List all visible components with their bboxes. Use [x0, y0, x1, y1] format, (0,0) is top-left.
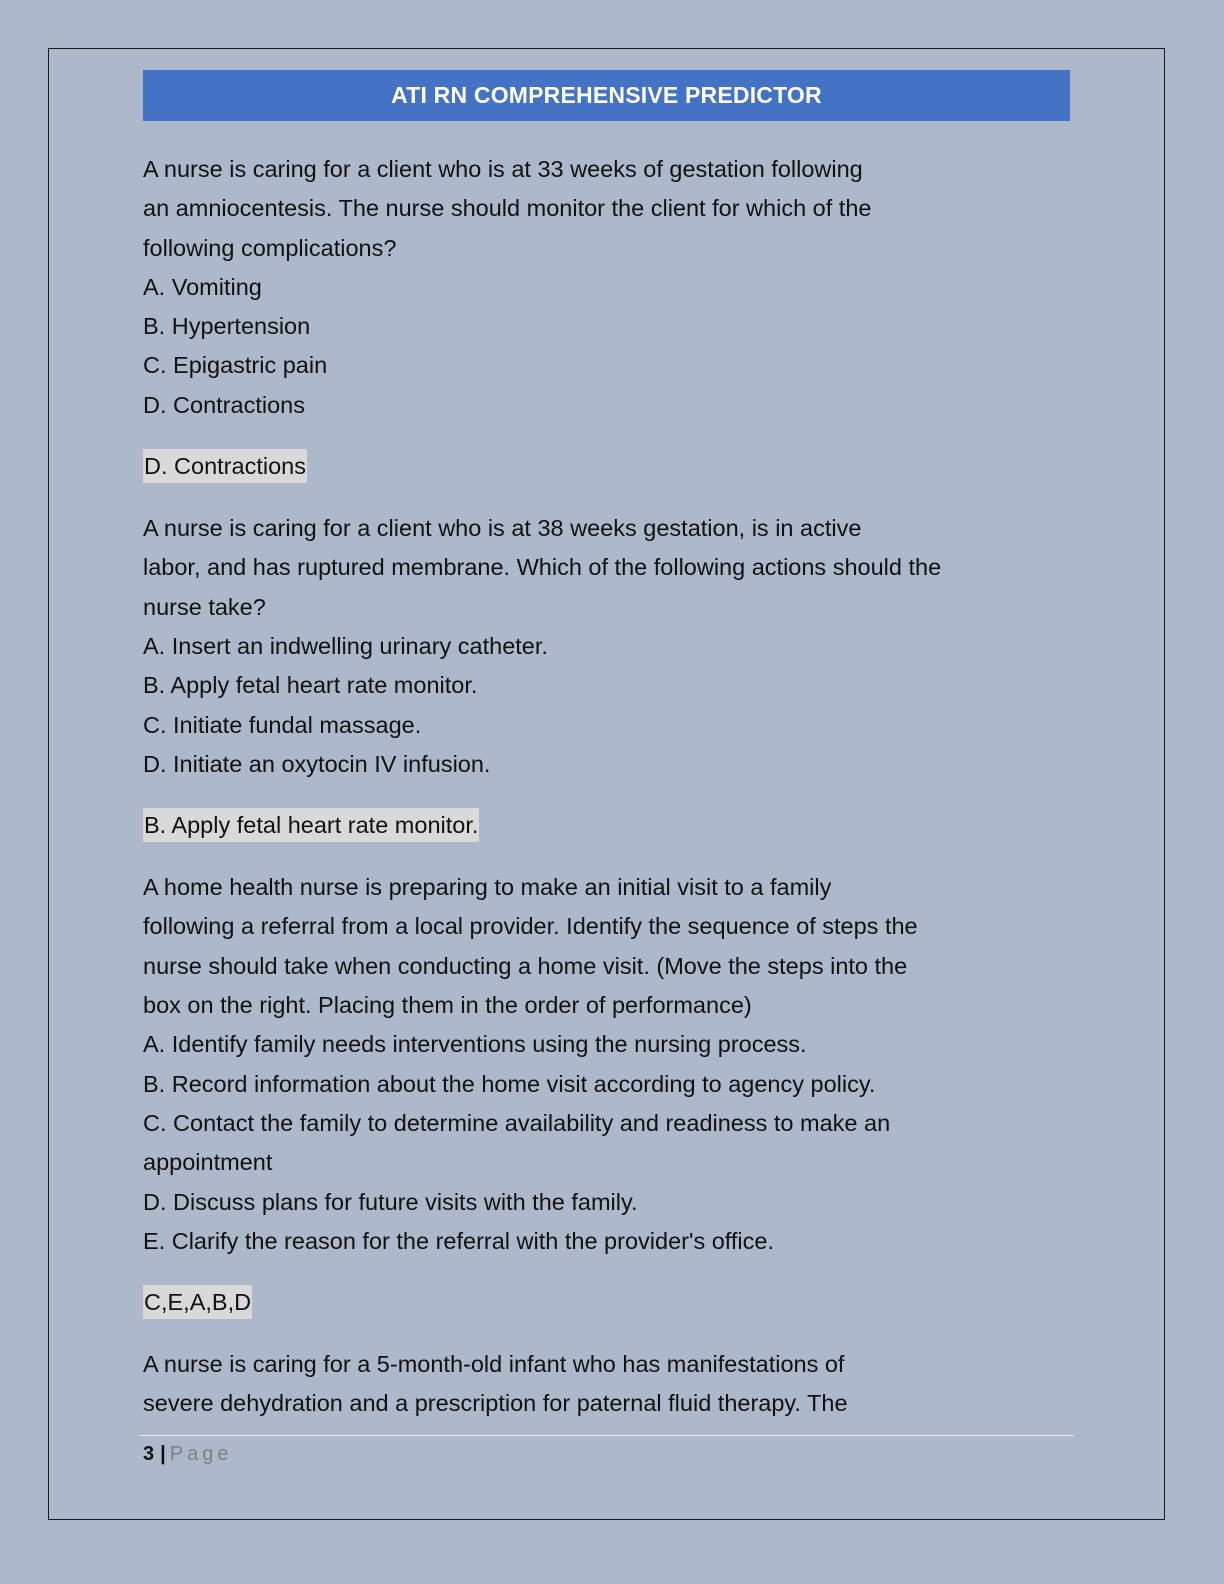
question-1	[143, 150, 1043, 509]
page-content	[143, 150, 1043, 1424]
question-stem-line: A nurse is caring for a 5-month-old infant who has manifestations of	[143, 1351, 845, 1378]
question-stem-line: following complications?	[143, 234, 397, 261]
answer-option: B. Apply fetal heart rate monitor.	[143, 672, 478, 699]
document-title: ATI RN COMPREHENSIVE PREDICTOR	[391, 82, 822, 108]
answer-option: D. Initiate an oxytocin IV infusion.	[143, 750, 491, 777]
correct-answer-highlight: C,E,A,B,D	[143, 1285, 252, 1319]
question-4	[143, 1345, 1043, 1424]
correct-answer-highlight: D. Contractions	[143, 449, 307, 483]
answer-option: C. Epigastric pain	[143, 352, 328, 379]
question-3	[143, 868, 1043, 1345]
question-stem-line: box on the right. Placing them in the order of performance)	[143, 992, 752, 1019]
question-stem-line: A nurse is caring for a client who is at 33 weeks of gestation following	[143, 156, 863, 182]
question-stem-line: nurse should take when conducting a home visit. (Move the steps into the	[143, 952, 908, 979]
document-header-banner	[143, 70, 1070, 121]
page-number: 3	[143, 1443, 155, 1465]
answer-option: C. Initiate fundal massage.	[143, 711, 422, 738]
answer-option: appointment	[143, 1149, 273, 1176]
answer-option: D. Discuss plans for future visits with the family.	[143, 1188, 638, 1215]
question-stem-line: A home health nurse is preparing to make an initial visit to a family	[143, 874, 832, 901]
answer-option: A. Identify family needs interventions using the nursing process.	[143, 1031, 807, 1058]
question-stem-line: nurse take?	[143, 593, 266, 620]
question-stem-line: severe dehydration and a prescription for paternal fluid therapy. The	[143, 1390, 848, 1417]
question-stem-line: A nurse is caring for a client who is at 38 weeks gestation, is in active	[143, 515, 862, 542]
answer-option: A. Insert an indwelling urinary catheter.	[143, 632, 548, 659]
answer-option: B. Hypertension	[143, 313, 311, 340]
question-stem-line: an amniocentesis. The nurse should monitor the client for which of the	[143, 195, 872, 222]
correct-answer-highlight: B. Apply fetal heart rate monitor.	[143, 808, 479, 842]
footer-separator: |	[160, 1443, 166, 1465]
page-footer	[143, 1441, 232, 1467]
answer-option: D. Contractions	[143, 391, 305, 418]
page-label: Page	[169, 1443, 233, 1465]
question-2	[143, 509, 1043, 868]
question-stem-line: following a referral from a local provider. Identify the sequence of steps the	[143, 913, 918, 940]
answer-option: C. Contact the family to determine availability and readiness to make an	[143, 1109, 891, 1136]
question-stem-line: labor, and has ruptured membrane. Which of the following actions should the	[143, 554, 942, 581]
answer-option: E. Clarify the reason for the referral with the provider's office.	[143, 1227, 775, 1254]
answer-option: A. Vomiting	[143, 273, 262, 300]
footer-divider	[140, 1435, 1074, 1436]
answer-option: B. Record information about the home visit according to agency policy.	[143, 1070, 876, 1097]
